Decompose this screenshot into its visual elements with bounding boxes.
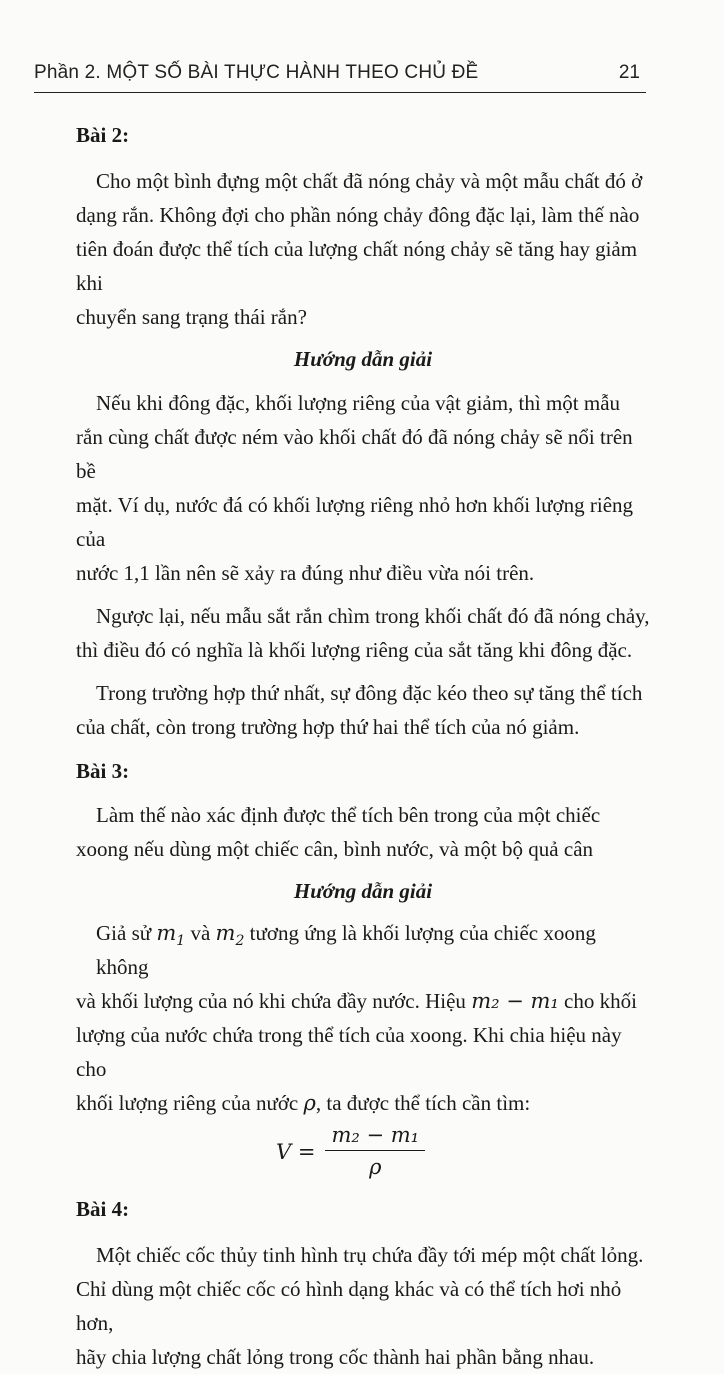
text-line: nước 1,1 lần nên sẽ xảy ra đúng như điều vừa nói trên. xyxy=(76,561,535,585)
exercise-4-question xyxy=(76,1238,650,1374)
variable-m2: $m_2$ xyxy=(215,921,245,950)
text-line: dạng rắn. Không đợi cho phần nóng chảy đông đặc lại, làm thế nào xyxy=(76,203,640,227)
exercise-2-heading: Bài 2: xyxy=(76,123,130,147)
exercise-2-answer-paragraph-3 xyxy=(76,676,650,744)
text-line: Một chiếc cốc thủy tinh hình trụ chứa đầy tới mép một chất lỏng. xyxy=(96,1243,644,1267)
formula-denominator: ρ xyxy=(369,1155,382,1179)
variable-rho: ρ xyxy=(303,1091,316,1115)
exercise-2-question xyxy=(76,164,650,334)
text-line: rắn cùng chất được ném vào khối chất đó đã nóng chảy sẽ nổi trên bề xyxy=(76,425,633,483)
page-content xyxy=(76,118,650,1374)
text-line: Chỉ dùng một chiếc cốc có hình dạng khác và có thể tích hơi nhỏ hơn, xyxy=(76,1277,622,1335)
running-header xyxy=(34,62,646,93)
text-line: Nếu khi đông đặc, khối lượng riêng của vật giảm, thì một mẫu xyxy=(96,391,621,415)
text-line: Trong trường hợp thứ nhất, sự đông đặc kéo theo sự tăng thể tích xyxy=(96,681,643,705)
chapter-title: Phần 2. MỘT SỐ BÀI THỰC HÀNH THEO CHỦ ĐỀ xyxy=(34,62,479,83)
solution-title: Hướng dẫn giải xyxy=(293,347,433,371)
text-line: mặt. Ví dụ, nước đá có khối lượng riêng nhỏ hơn khối lượng riêng của xyxy=(76,493,634,551)
text-line: Làm thế nào xác định được thể tích bên trong của một chiếc xyxy=(96,803,601,827)
formula-fraction xyxy=(325,1120,425,1183)
exercise-3-question xyxy=(76,798,650,866)
formula-numerator: m₂ − m₁ xyxy=(331,1123,420,1147)
text-line: và khối lượng của nó khi chứa đầy nước. Hiệu m₂ − m₁ cho khối xyxy=(76,989,637,1013)
text-line: Ngược lại, nếu mẫu sắt rắn chìm trong khối chất đó đã nóng chảy, xyxy=(96,604,650,628)
text-line: xoong nếu dùng một chiếc cân, bình nước, và một bộ quả cân xyxy=(76,837,594,861)
difference-expression: m₂ − m₁ xyxy=(471,989,559,1013)
formula-lhs: V = xyxy=(276,1139,316,1164)
exercise-3-heading: Bài 3: xyxy=(76,759,130,783)
exercise-4-heading: Bài 4: xyxy=(76,1197,130,1221)
text-line: thì điều đó có nghĩa là khối lượng riêng của sắt tăng khi đông đặc. xyxy=(76,638,633,662)
text-line: khối lượng riêng của nước ρ, ta được thể tích cần tìm: xyxy=(76,1091,531,1115)
exercise-2-answer-paragraph-2 xyxy=(76,599,650,667)
text-line: Giả sử $m_1$ và $m_2$ tương ứng là khối lượng của chiếc xoong không xyxy=(96,921,596,979)
volume-formula xyxy=(76,1120,650,1188)
text-line: của chất, còn trong trường hợp thứ hai thể tích của nó giảm. xyxy=(76,715,580,739)
text-line: Cho một bình đựng một chất đã nóng chảy và một mẫu chất đó ở xyxy=(96,169,643,193)
text-line: lượng của nước chứa trong thể tích của xoong. Khi chia hiệu này cho xyxy=(76,1023,622,1081)
text-line: tiên đoán được thể tích của lượng chất nóng chảy sẽ tăng hay giảm khi xyxy=(76,237,638,295)
variable-m1: $m_1$ xyxy=(156,921,186,950)
exercise-3-answer xyxy=(76,916,650,1120)
exercise-2-answer-paragraph-1 xyxy=(76,386,650,590)
text-line: hãy chia lượng chất lỏng trong cốc thành hai phần bằng nhau. xyxy=(76,1345,595,1369)
text-line: chuyển sang trạng thái rắn? xyxy=(76,305,307,329)
solution-title: Hướng dẫn giải xyxy=(293,879,433,903)
page-number: 21 xyxy=(618,62,640,83)
